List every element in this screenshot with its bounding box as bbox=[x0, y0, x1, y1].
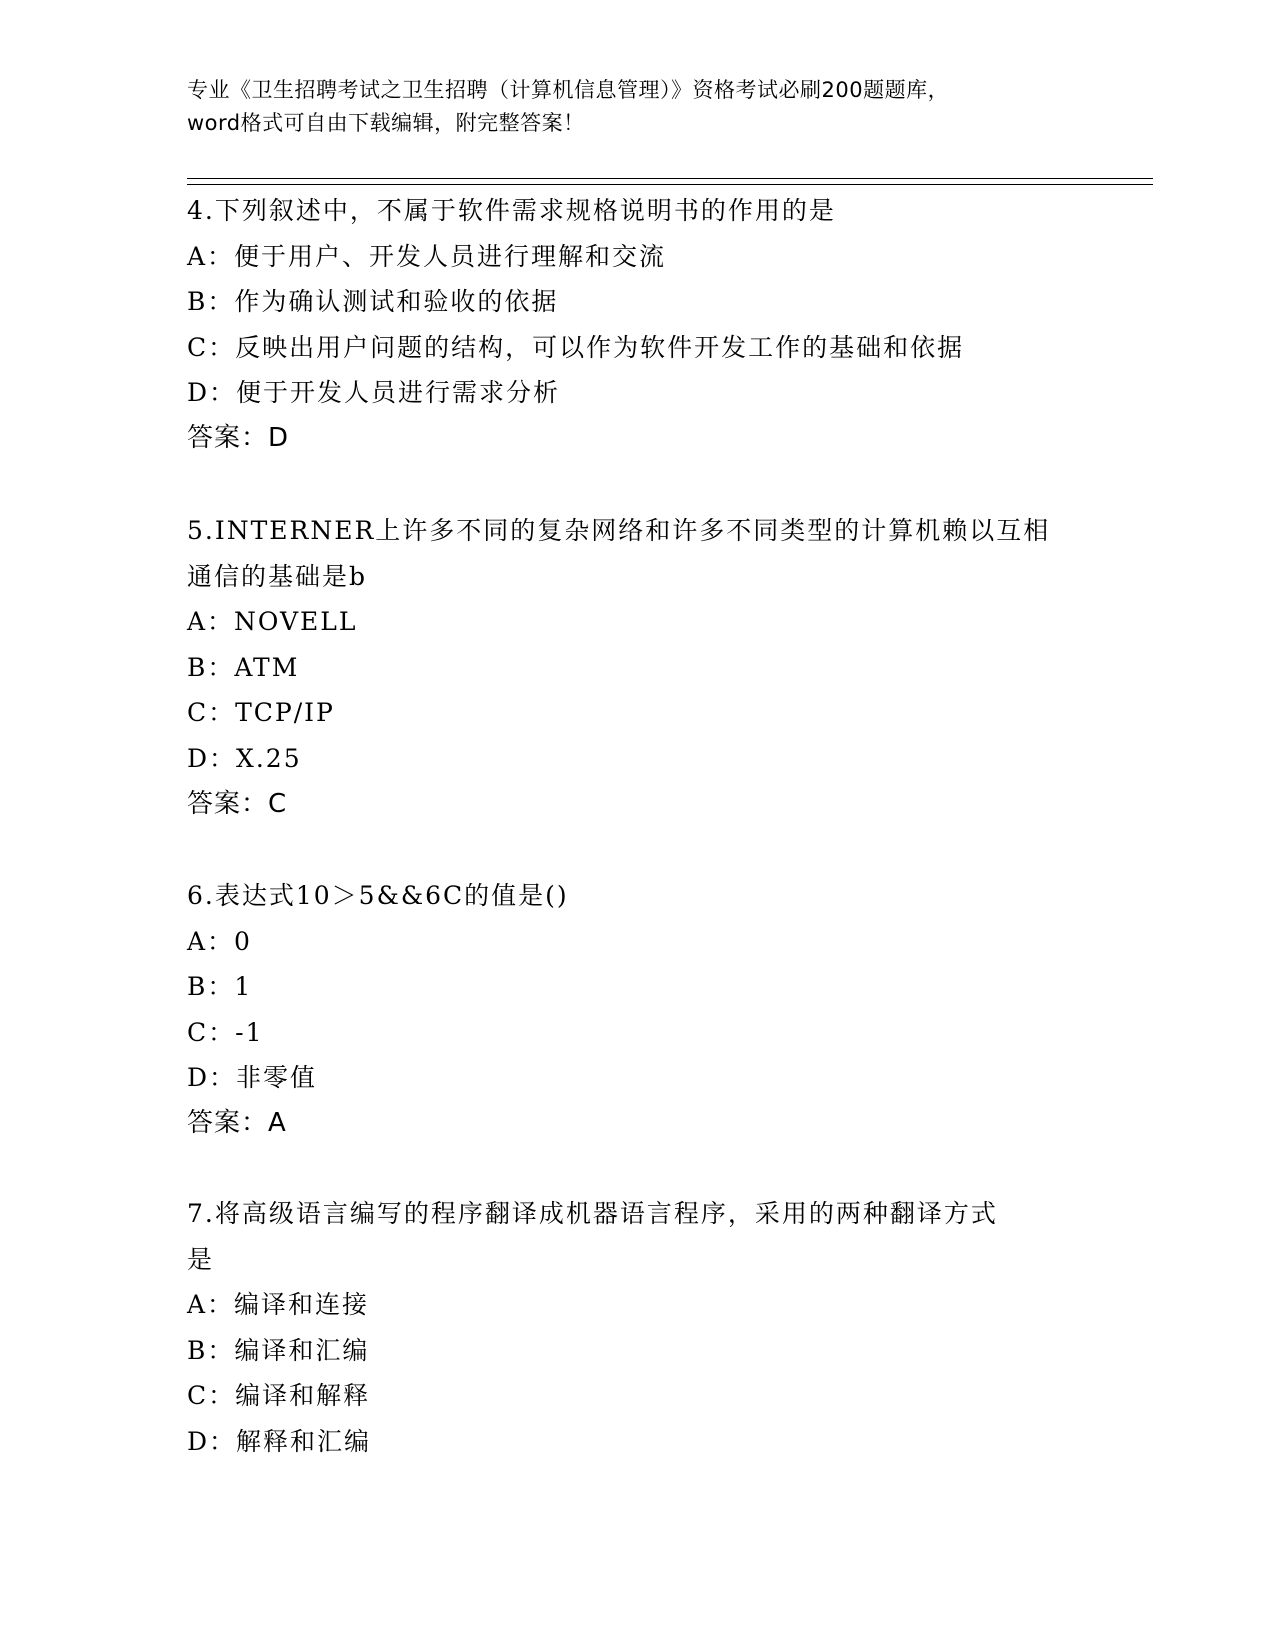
question-stem-line-1: 5.INTERNER上许多不同的复杂网络和许多不同类型的计算机赖以互相 bbox=[187, 516, 1051, 545]
question-block bbox=[187, 1191, 1067, 1465]
question-block bbox=[187, 188, 1067, 462]
document-header bbox=[187, 74, 1087, 140]
option-c: C：反映出用户问题的结构，可以作为软件开发工作的基础和依据 bbox=[187, 332, 965, 362]
option-b: B：1 bbox=[187, 972, 253, 1002]
header-line-1: 专业《卫生招聘考试之卫生招聘（计算机信息管理）》资格考试必刷200题题库， bbox=[187, 78, 950, 102]
option-d: D：便于开发人员进行需求分析 bbox=[187, 378, 561, 408]
option-c: C：TCP/IP bbox=[187, 698, 335, 728]
option-a: A：便于用户、开发人员进行理解和交流 bbox=[187, 241, 667, 271]
answer-line: 答案：C bbox=[187, 788, 288, 819]
option-b: B：编译和汇编 bbox=[187, 1335, 370, 1365]
option-c: C：编译和解释 bbox=[187, 1381, 371, 1411]
header-line-2: word格式可自由下载编辑，附完整答案！ bbox=[187, 111, 585, 135]
option-a: A：0 bbox=[187, 926, 252, 956]
question-stem-line-2: 通信的基础是b bbox=[187, 561, 368, 591]
answer-line: 答案：A bbox=[187, 1107, 287, 1138]
question-stem-line-2: 是 bbox=[187, 1244, 215, 1274]
option-b: B：ATM bbox=[187, 652, 300, 682]
option-c: C：-1 bbox=[187, 1017, 264, 1047]
option-a: A：NOVELL bbox=[187, 607, 358, 637]
header-divider-top bbox=[187, 178, 1153, 179]
option-a: A：编译和连接 bbox=[187, 1290, 370, 1320]
answer-line: 答案：D bbox=[187, 422, 290, 453]
option-d: D：解释和汇编 bbox=[187, 1426, 372, 1456]
question-block bbox=[187, 873, 1067, 1147]
question-stem: 6.表达式10＞5&&6C的值是() bbox=[187, 881, 569, 910]
header-divider-bottom bbox=[187, 184, 1153, 185]
question-block bbox=[187, 508, 1067, 827]
question-stem-line-1: 7.将高级语言编写的程序翻译成机器语言程序，采用的两种翻译方式 bbox=[187, 1199, 998, 1228]
option-d: D：X.25 bbox=[187, 743, 302, 773]
option-d: D：非零值 bbox=[187, 1063, 318, 1093]
question-stem: 4.下列叙述中，不属于软件需求规格说明书的作用的是 bbox=[187, 196, 836, 225]
option-b: B：作为确认测试和验收的依据 bbox=[187, 287, 559, 317]
